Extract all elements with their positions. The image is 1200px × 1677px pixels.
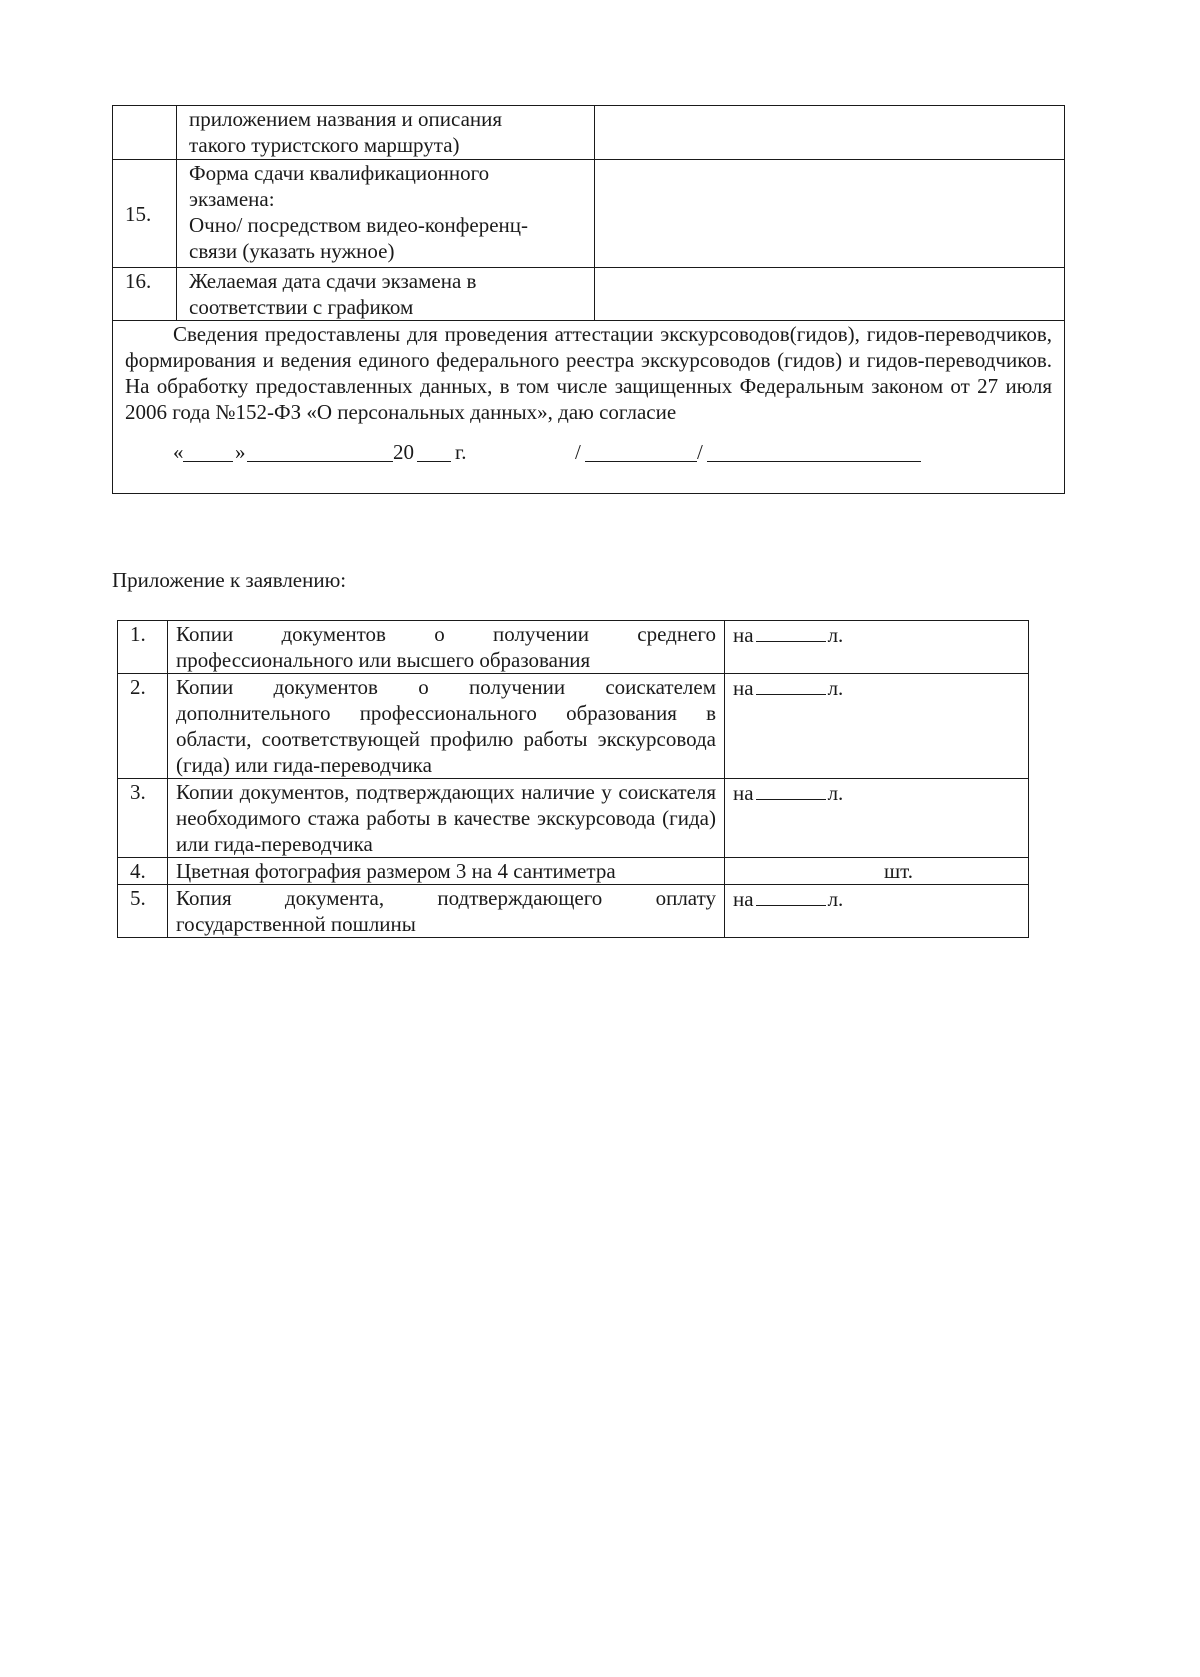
appendix-document-name: Цветная фотография размером 3 на 4 сантиметра [168, 858, 725, 885]
appendix-page-count [725, 674, 1029, 779]
photo-count-blank[interactable] [842, 858, 882, 878]
appendix-row [118, 885, 1029, 938]
appendix-row [118, 779, 1029, 858]
appendix-row [118, 674, 1029, 779]
page-count-blank[interactable] [756, 885, 826, 906]
appendix-document-name: Копии документов, подтверждающих наличие у соискателя необходимого стажа работы в качестве экскурсовода (гида) или гида-переводчика [168, 779, 725, 858]
appendix-photo-count [725, 858, 1029, 885]
appendix-row-number: 2. [118, 674, 168, 779]
date-signature-line [125, 439, 1052, 479]
appendix-document-name: Копия документа, подтверждающего оплату государственной пошлины [168, 885, 725, 938]
row-number: 16. [113, 268, 177, 321]
day-blank[interactable] [183, 439, 233, 462]
form-row-16 [113, 268, 1065, 321]
quote-open: « [173, 440, 184, 464]
row-description-cell [177, 106, 595, 160]
appendix-page-count [725, 779, 1029, 858]
year-prefix: 20 [393, 440, 414, 464]
prefix-na: на [733, 781, 754, 805]
appendix-row [118, 621, 1029, 674]
signature-blank[interactable] [585, 439, 697, 462]
prefix-na: на [733, 887, 754, 911]
page-count-blank[interactable] [756, 779, 826, 800]
consent-text: Сведения предоставлены для проведения аттестации экскурсоводов(гидов), гидов-переводчиков, формирования и ведения единого федерального реестра экскурсоводов (гидов) и гидов-переводчиков. На обработку предоставленных данных, в том числе защищенных Федеральным законом от 27 июля 2006 года №152-ФЗ «О персональных данных», даю согласие [125, 322, 1052, 424]
row-number: 15. [113, 160, 177, 268]
page-count-blank[interactable] [756, 621, 826, 642]
row-number-cell [113, 106, 177, 160]
description-line: связи (указать нужное) [189, 239, 395, 263]
row-description-cell [177, 268, 595, 321]
year-blank[interactable] [417, 439, 451, 462]
exam-form-answer-field[interactable] [595, 160, 1065, 268]
page-count-blank[interactable] [756, 674, 826, 695]
suffix-l: л. [827, 676, 844, 700]
consent-row [113, 321, 1065, 494]
form-row-continuation [113, 106, 1065, 160]
appendix-row-number: 5. [118, 885, 168, 938]
quote-close: » [235, 440, 246, 464]
suffix-l: л. [827, 623, 844, 647]
suffix-sht: шт. [883, 859, 914, 883]
description-line: приложением названия и описания [189, 107, 503, 131]
slash: / [575, 440, 581, 464]
description-line: Желаемая дата сдачи экзамена в [189, 269, 477, 293]
appendix-page-count [725, 621, 1029, 674]
description-line: Очно/ посредством видео-конференц- [189, 213, 529, 237]
appendix-document-name: Копии документов о получении соискателем дополнительного профессионального образования в области, соответствующей профилю работы экскурсовода (гида) или гида-переводчика [168, 674, 725, 779]
prefix-na: на [733, 676, 754, 700]
description-line: соответствии с графиком [189, 295, 414, 319]
form-row-15 [113, 160, 1065, 268]
appendix-row-number: 4. [118, 858, 168, 885]
suffix-l: л. [827, 887, 844, 911]
month-blank[interactable] [247, 439, 393, 462]
suffix-l: л. [827, 781, 844, 805]
row-description-cell [177, 160, 595, 268]
description-line: Форма сдачи квалификационного [189, 161, 490, 185]
appendix-row [118, 858, 1029, 885]
consent-cell [113, 321, 1065, 494]
answer-field[interactable] [595, 106, 1065, 160]
appendix-row-number: 3. [118, 779, 168, 858]
full-name-blank[interactable] [707, 439, 921, 462]
description-line: такого туристского маршрута) [189, 133, 460, 157]
appendix-table [117, 620, 1029, 938]
exam-date-answer-field[interactable] [595, 268, 1065, 321]
appendix-document-name: Копии документов о получении среднего профессионального или высшего образования [168, 621, 725, 674]
description-line: экзамена: [189, 187, 275, 211]
appendix-page-count [725, 885, 1029, 938]
slash: / [697, 440, 703, 464]
year-suffix: г. [455, 440, 467, 464]
appendix-heading: Приложение к заявлению: [112, 568, 347, 592]
application-form-table [112, 105, 1065, 494]
appendix-row-number: 1. [118, 621, 168, 674]
prefix-na: на [733, 623, 754, 647]
